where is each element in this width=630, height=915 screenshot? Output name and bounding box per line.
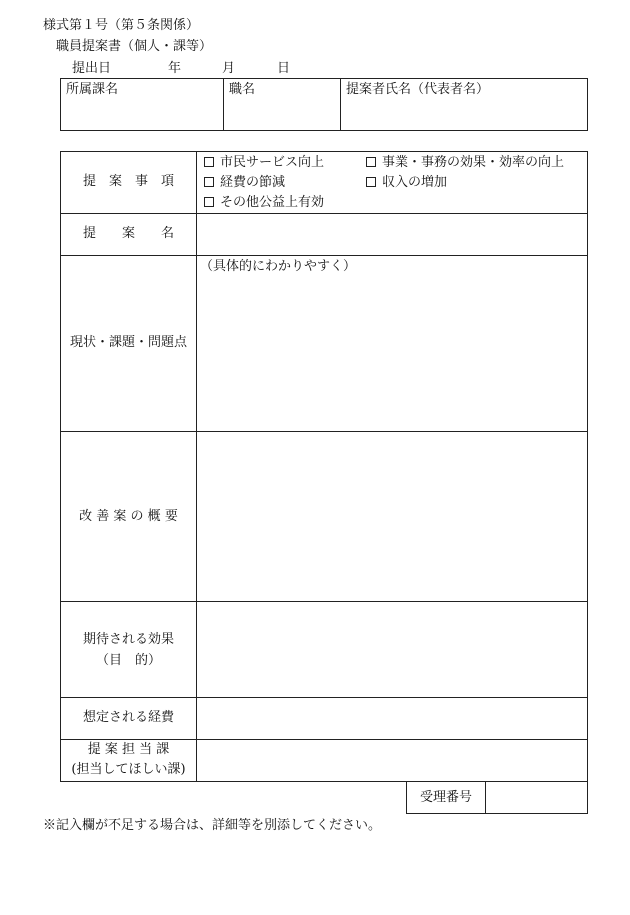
receipt-divider-right xyxy=(485,781,486,814)
option-citizen-service[interactable]: 市民サービス向上 xyxy=(204,155,324,171)
label-column-divider xyxy=(196,151,197,781)
receipt-row-mask xyxy=(59,782,406,816)
dept-label-line2: (担当してほしい課) xyxy=(71,762,186,777)
option-efficiency[interactable]: 事業・事務の効果・効率の向上 xyxy=(366,155,564,171)
receipt-label: 受理番号 xyxy=(419,790,472,805)
cost-label: 想定される経費 xyxy=(82,710,174,725)
effect-label-line2: （目 的） xyxy=(95,653,161,668)
dept-label-line1: 提 案 担 当 課 xyxy=(87,742,170,757)
checkbox-icon[interactable] xyxy=(366,177,376,187)
info-divider-1 xyxy=(223,78,224,131)
day-label: 日 xyxy=(277,61,291,76)
year-label: 年 xyxy=(168,61,182,76)
row-line-2 xyxy=(60,255,588,256)
option-revenue[interactable]: 収入の増加 xyxy=(366,175,447,191)
row-line-4 xyxy=(60,601,588,602)
effect-label-line1: 期待される効果 xyxy=(82,632,174,647)
effect-field[interactable] xyxy=(198,603,586,695)
dept-field[interactable] xyxy=(198,741,586,779)
row-line-5 xyxy=(60,697,588,698)
improvement-label: 改 善 案 の 概 要 xyxy=(79,509,178,524)
row-line-1 xyxy=(60,213,588,214)
title-label: 提 案 名 xyxy=(82,226,174,241)
form-title: 職員提案書（個人・課等） xyxy=(56,39,213,54)
checkbox-icon[interactable] xyxy=(204,177,214,187)
footer-note: ※記入欄が不足する場合は、詳細等を別添してください。 xyxy=(43,818,382,833)
current-issues-field[interactable] xyxy=(198,276,586,429)
info-table xyxy=(60,78,588,131)
checkbox-icon[interactable] xyxy=(204,157,214,167)
row-line-3 xyxy=(60,431,588,432)
checkbox-icon[interactable] xyxy=(366,157,376,167)
row-line-6 xyxy=(60,739,588,740)
submit-date-label: 提出日 xyxy=(72,61,112,76)
position-label: 職名 xyxy=(229,82,256,97)
proposer-label: 提案者氏名（代表者名） xyxy=(346,82,490,97)
form-number: 様式第１号（第５条関係） xyxy=(43,18,200,33)
cost-field[interactable] xyxy=(198,699,586,737)
category-label: 提 案 事 項 xyxy=(82,174,174,189)
current-issues-hint: （具体的にわかりやすく） xyxy=(200,259,357,274)
title-field[interactable] xyxy=(198,215,586,254)
info-divider-2 xyxy=(340,78,341,131)
month-label: 月 xyxy=(222,61,236,76)
receipt-number-field[interactable] xyxy=(487,783,586,812)
current-issues-label: 現状・課題・問題点 xyxy=(69,335,187,350)
option-other-public-benefit[interactable]: その他公益上有効 xyxy=(204,195,324,211)
checkbox-icon[interactable] xyxy=(204,197,214,207)
improvement-field[interactable] xyxy=(198,433,586,599)
department-label: 所属課名 xyxy=(66,82,119,97)
option-cost-saving[interactable]: 経費の節減 xyxy=(204,175,285,191)
